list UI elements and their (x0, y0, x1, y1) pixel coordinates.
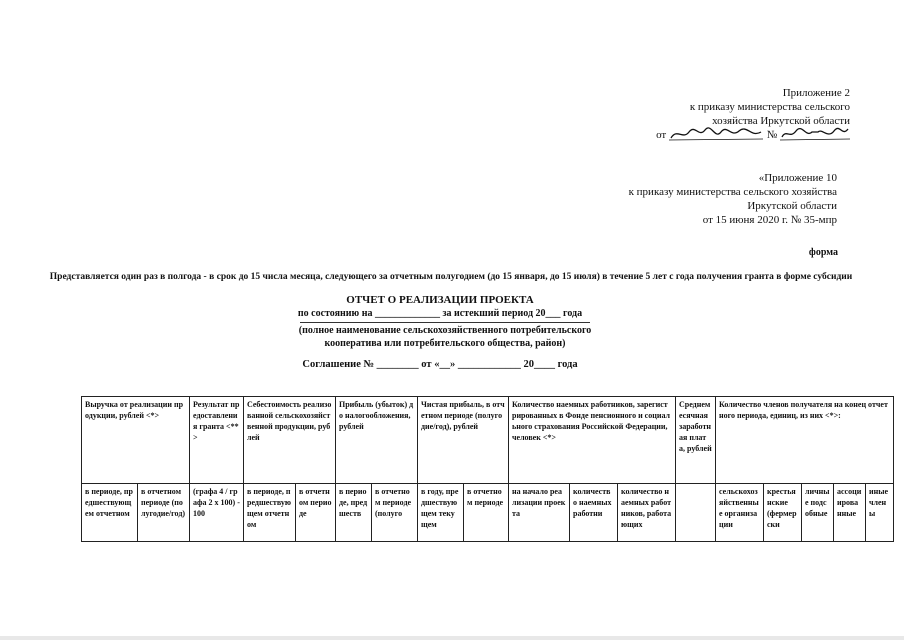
sub-net-prev: в году, предшествующем текущем (418, 484, 464, 542)
sub-members-assoc: ассоциированные (834, 484, 866, 542)
sub-profit-curr: в отчетном периоде (полуго (372, 484, 418, 542)
submission-notice: Представляется один раз в полгода - в срок до 15 числа месяца, следующего за отчетным полугодием (до 15 января, до 15 июля) в течение 5 лет с года получения гранта в форме субсидии (49, 272, 853, 282)
sub-profit-prev: в периоде, предшеств (336, 484, 372, 542)
scan-edge-shadow (0, 636, 904, 640)
sub-members-farm: крестьянские (фермерски (764, 484, 802, 542)
appendix-10-date-line: от 15 июня 2020 г. № 35-мпр (702, 214, 837, 226)
report-table (81, 396, 894, 542)
sub-employees-start: на начало реализации проекта (509, 484, 570, 542)
number-sign: № (766, 129, 778, 141)
appendix-10-order-line: к приказу министерства сельского хозяйства (628, 186, 837, 198)
report-title: ОТЧЕТ О РЕАЛИЗАЦИИ ПРОЕКТА (346, 294, 534, 306)
sub-employees-count: количество наемных работни (570, 484, 618, 542)
cooperative-name-caption: (полное наименование сельскохозяйственного потребительского кооператива или потребительского общества, район) (298, 325, 592, 349)
date-prefix: от (656, 129, 667, 141)
header-cost: Себестоимость реализованной сельскохозяйственной продукции, рублей (244, 397, 336, 484)
header-result: Результат предоставления гранта <**> (190, 397, 244, 484)
sub-cost-prev: в периоде, предшествующем отчетном (244, 484, 296, 542)
sub-revenue-prev: в периоде, предшествующем отчетном (82, 484, 138, 542)
appendix-2-header (560, 86, 850, 142)
header-avg-salary: Среднемесячная заработная плата, рублей (676, 397, 716, 484)
sub-employees-qty: количество наемных работников, работающих (618, 484, 676, 542)
appendix-10-region-line: Иркутской области (747, 200, 837, 212)
header-employees: Количество наемных работников, зарегистрированных в Фонде пенсионного и социального страхования Российской Федерации, человек <*> (509, 397, 676, 484)
appendix-10-header (540, 171, 837, 227)
sub-members-other: иные члены (866, 484, 894, 542)
appendix-2-ministry-line: хозяйства Иркутской области (712, 115, 850, 127)
sub-members-personal: личные подсобные (802, 484, 834, 542)
appendix-2-order-line: к приказу министерства сельского (689, 101, 850, 113)
sub-revenue-curr: в отчетном периоде (полугодие/год) (138, 484, 190, 542)
handwritten-date (669, 128, 764, 142)
appendix-2-date-line (560, 128, 850, 142)
sub-avg-salary (676, 484, 716, 542)
handwritten-number (780, 128, 850, 142)
sub-result-formula: (графа 4 / графа 2 x 100) - 100 (190, 484, 244, 542)
header-net-profit: Чистая прибыль, в отчетном периоде (полугодие/год), рублей (418, 397, 509, 484)
sub-net-curr: в отчетном периоде (464, 484, 509, 542)
name-underline (300, 322, 590, 323)
form-label: форма (808, 247, 838, 258)
header-profit: Прибыль (убыток) до налогообложения, рублей (336, 397, 418, 484)
header-members: Количество членов получателя на конец отчетного периода, единиц, из них <*>: (716, 397, 894, 484)
appendix-2-title: Приложение 2 (782, 87, 850, 99)
appendix-10-title: «Приложение 10 (758, 172, 837, 184)
sub-members-agri: сельскохозяйственные организации (716, 484, 764, 542)
report-as-of: по состоянию на _____________ за истекший период 20___ года (297, 308, 583, 319)
agreement-line: Соглашение № ________ от «__» ____________ 20____ года (302, 359, 578, 370)
header-revenue: Выручка от реализации продукции, рублей <*> (82, 397, 190, 484)
report-header (250, 293, 630, 321)
sub-cost-curr: в отчетном периоде (296, 484, 336, 542)
